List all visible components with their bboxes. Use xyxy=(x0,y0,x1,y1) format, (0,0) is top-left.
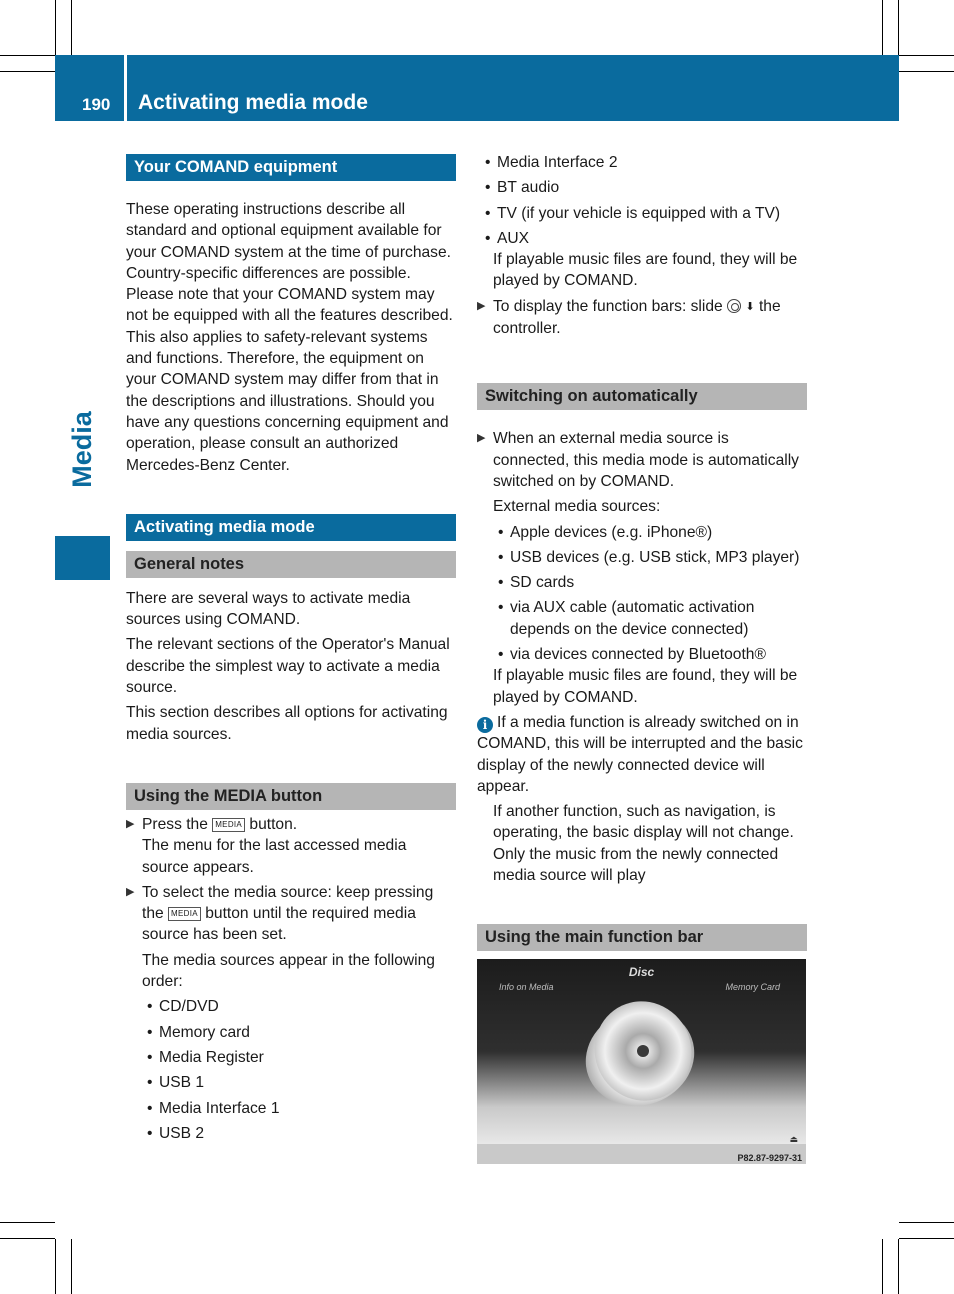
list-item: • USB 2 xyxy=(144,1123,456,1144)
list-item: • BT audio xyxy=(482,177,807,198)
page-number: 190 xyxy=(82,95,111,114)
section-heading: Your COMAND equipment xyxy=(126,154,456,181)
list-item: • Apple devices (e.g. iPhone®) xyxy=(495,522,807,543)
paragraph: If another function, such as navigation, is operating, the basic display will not change. Only the music from the newly connected media source will play xyxy=(493,803,794,885)
section-heading: Activating media mode xyxy=(126,514,456,541)
list-item: • USB devices (e.g. USB stick, MP3 player) xyxy=(495,547,807,568)
instruction-step xyxy=(477,428,807,492)
figure-code: P82.87-9297-31 xyxy=(737,1153,802,1164)
list-item: • AUX xyxy=(482,228,807,249)
paragraph: External media sources: xyxy=(493,498,661,516)
info-icon: i xyxy=(477,717,493,733)
instruction-step xyxy=(126,814,456,835)
crop-mark xyxy=(0,71,55,72)
crop-mark xyxy=(882,1239,883,1294)
step-text: button until the required media source has been set. xyxy=(142,905,416,944)
screen-right-label: Memory Card xyxy=(725,982,780,993)
media-source-list xyxy=(126,996,456,1144)
crop-mark xyxy=(899,71,954,72)
crop-mark xyxy=(55,1239,56,1294)
external-source-list xyxy=(477,522,807,666)
crop-mark xyxy=(898,1239,899,1294)
side-tab xyxy=(55,121,110,535)
list-item: • TV (if your vehicle is equipped with a TV) xyxy=(482,203,807,224)
crop-mark xyxy=(898,0,899,55)
list-item: • SD cards xyxy=(495,572,807,593)
crop-mark xyxy=(899,1238,954,1239)
instruction-step xyxy=(126,882,456,946)
paragraph: This section describes all options for activating media sources. xyxy=(126,704,448,743)
crop-mark xyxy=(71,0,72,55)
crop-mark xyxy=(882,0,883,55)
crop-mark xyxy=(0,1222,55,1223)
crop-mark xyxy=(0,55,55,56)
paragraph: These operating instructions describe all standard and optional equipment available for your COMAND system at the time of purchase. Country-specific differences are possible. Please note that your COMAND system may not be equipped with all the features described. This also applies to safety-relevant systems and functions. Therefore, the equipment on your COMAND system may differ from that in the descriptions and illustrations. Should you have any questions concerning equipment and operation, please consult an authorized Mercedes-Benz Center. xyxy=(126,201,453,474)
step-arrow-icon: ▶ xyxy=(477,432,486,445)
display-screen xyxy=(477,959,806,1144)
list-item: • via devices connected by Bluetooth® xyxy=(495,644,807,665)
list-item: • USB 1 xyxy=(144,1072,456,1093)
crop-mark xyxy=(0,1238,55,1239)
list-item: • Memory card xyxy=(144,1022,456,1043)
left-column xyxy=(126,154,456,1144)
page-title: Activating media mode xyxy=(138,91,368,114)
step-text: When an external media source is connected, this media mode is automatically switched on by COMAND. xyxy=(493,430,799,490)
display-screenshot xyxy=(477,959,806,1164)
media-source-list-continued xyxy=(477,152,807,249)
subsection-heading: Using the main function bar xyxy=(477,924,807,951)
info-note xyxy=(477,712,807,797)
step-arrow-icon: ▶ xyxy=(477,299,486,312)
list-item: • Media Interface 1 xyxy=(144,1098,456,1119)
paragraph: The media sources appear in the following order: xyxy=(142,951,435,991)
list-item: • Media Register xyxy=(144,1047,456,1068)
list-item: • Media Interface 2 xyxy=(482,152,807,173)
right-column xyxy=(477,152,807,1164)
paragraph: If playable music files are found, they will be played by COMAND. xyxy=(493,251,798,290)
eject-icon: ⏏ xyxy=(789,1134,798,1145)
info-text: If a media function is already switched on in COMAND, this will be interrupted and the basic display of the newly connected device will appear. xyxy=(477,713,803,795)
side-tab-label: Media xyxy=(67,411,97,488)
step-result: The menu for the last accessed media source appears. xyxy=(142,837,407,876)
header-separator xyxy=(124,55,127,121)
step-text: To select the media source: keep pressing the xyxy=(142,883,434,923)
crop-mark xyxy=(899,55,954,56)
step-arrow-icon: ▶ xyxy=(126,817,135,830)
list-item: • via AUX cable (automatic activation depends on the device connected) xyxy=(495,597,807,640)
instruction-step xyxy=(477,296,807,340)
crop-mark xyxy=(55,0,56,55)
paragraph: There are several ways to activate media sources using COMAND. xyxy=(126,589,411,629)
paragraph: The relevant sections of the Operator's Manual describe the simplest way to activate a media source. xyxy=(126,636,450,697)
media-key-icon: MEDIA xyxy=(168,907,201,921)
paragraph: If playable music files are found, they will be played by COMAND. xyxy=(493,667,798,706)
media-key-icon: MEDIA xyxy=(212,818,245,832)
step-text: To display the function bars: slide xyxy=(493,297,723,315)
side-tab-marker xyxy=(55,536,110,580)
list-item: • CD/DVD xyxy=(144,996,456,1017)
step-text: Press the xyxy=(142,815,208,833)
controller-icon xyxy=(727,299,741,313)
subsection-heading: General notes xyxy=(126,551,456,578)
step-text: the controller. xyxy=(493,297,781,338)
subsection-heading: Using the MEDIA button xyxy=(126,783,456,810)
step-arrow-icon: ▶ xyxy=(126,885,135,898)
crop-mark xyxy=(899,1222,954,1223)
subsection-heading: Switching on automatically xyxy=(477,383,807,410)
screen-left-label: Info on Media xyxy=(499,982,554,993)
screen-title: Disc xyxy=(628,965,655,980)
step-text: button. xyxy=(249,815,298,833)
slide-down-icon: ⬇ xyxy=(745,300,755,313)
crop-mark xyxy=(71,1239,72,1294)
